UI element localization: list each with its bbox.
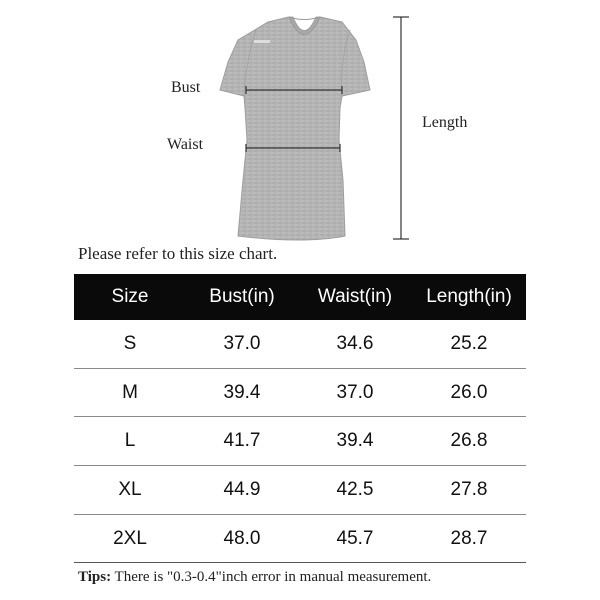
cell-length: 25.2 bbox=[412, 320, 526, 368]
cell-length: 28.7 bbox=[412, 514, 526, 563]
length-label: Length bbox=[422, 114, 468, 131]
table-row bbox=[74, 466, 526, 515]
cell-waist: 37.0 bbox=[298, 368, 412, 417]
table-header-row bbox=[74, 274, 526, 320]
cell-bust: 48.0 bbox=[186, 514, 298, 563]
cell-size: L bbox=[74, 417, 186, 466]
bust-label: Bust bbox=[171, 79, 201, 96]
cell-size: XL bbox=[74, 466, 186, 515]
cell-length: 26.8 bbox=[412, 417, 526, 466]
table-row bbox=[74, 417, 526, 466]
cell-waist: 45.7 bbox=[298, 514, 412, 563]
cell-size: M bbox=[74, 368, 186, 417]
cell-size: S bbox=[74, 320, 186, 368]
size-table bbox=[74, 274, 526, 563]
table-row bbox=[74, 320, 526, 368]
cell-bust: 39.4 bbox=[186, 368, 298, 417]
tips-text: There is "0.3-0.4"inch error in manual measurement. bbox=[111, 569, 432, 585]
table-row bbox=[74, 368, 526, 417]
shirt-illustration bbox=[0, 0, 600, 248]
cell-length: 26.0 bbox=[412, 368, 526, 417]
shirt-body bbox=[220, 17, 370, 240]
cell-waist: 42.5 bbox=[298, 466, 412, 515]
cell-waist: 39.4 bbox=[298, 417, 412, 466]
header-size: Size bbox=[74, 274, 186, 320]
cell-waist: 34.6 bbox=[298, 320, 412, 368]
cell-bust: 44.9 bbox=[186, 466, 298, 515]
tips-label: Tips: bbox=[78, 569, 112, 585]
cell-bust: 41.7 bbox=[186, 417, 298, 466]
cell-length: 27.8 bbox=[412, 466, 526, 515]
header-length: Length(in) bbox=[412, 274, 526, 320]
cell-bust: 37.0 bbox=[186, 320, 298, 368]
logo-mark bbox=[254, 40, 270, 43]
header-waist: Waist(in) bbox=[298, 274, 412, 320]
cell-size: 2XL bbox=[74, 514, 186, 563]
tips-note bbox=[78, 569, 431, 586]
waist-label: Waist bbox=[167, 136, 204, 153]
table-row bbox=[74, 514, 526, 563]
header-bust: Bust(in) bbox=[186, 274, 298, 320]
refer-text: Please refer to this size chart. bbox=[78, 244, 278, 263]
